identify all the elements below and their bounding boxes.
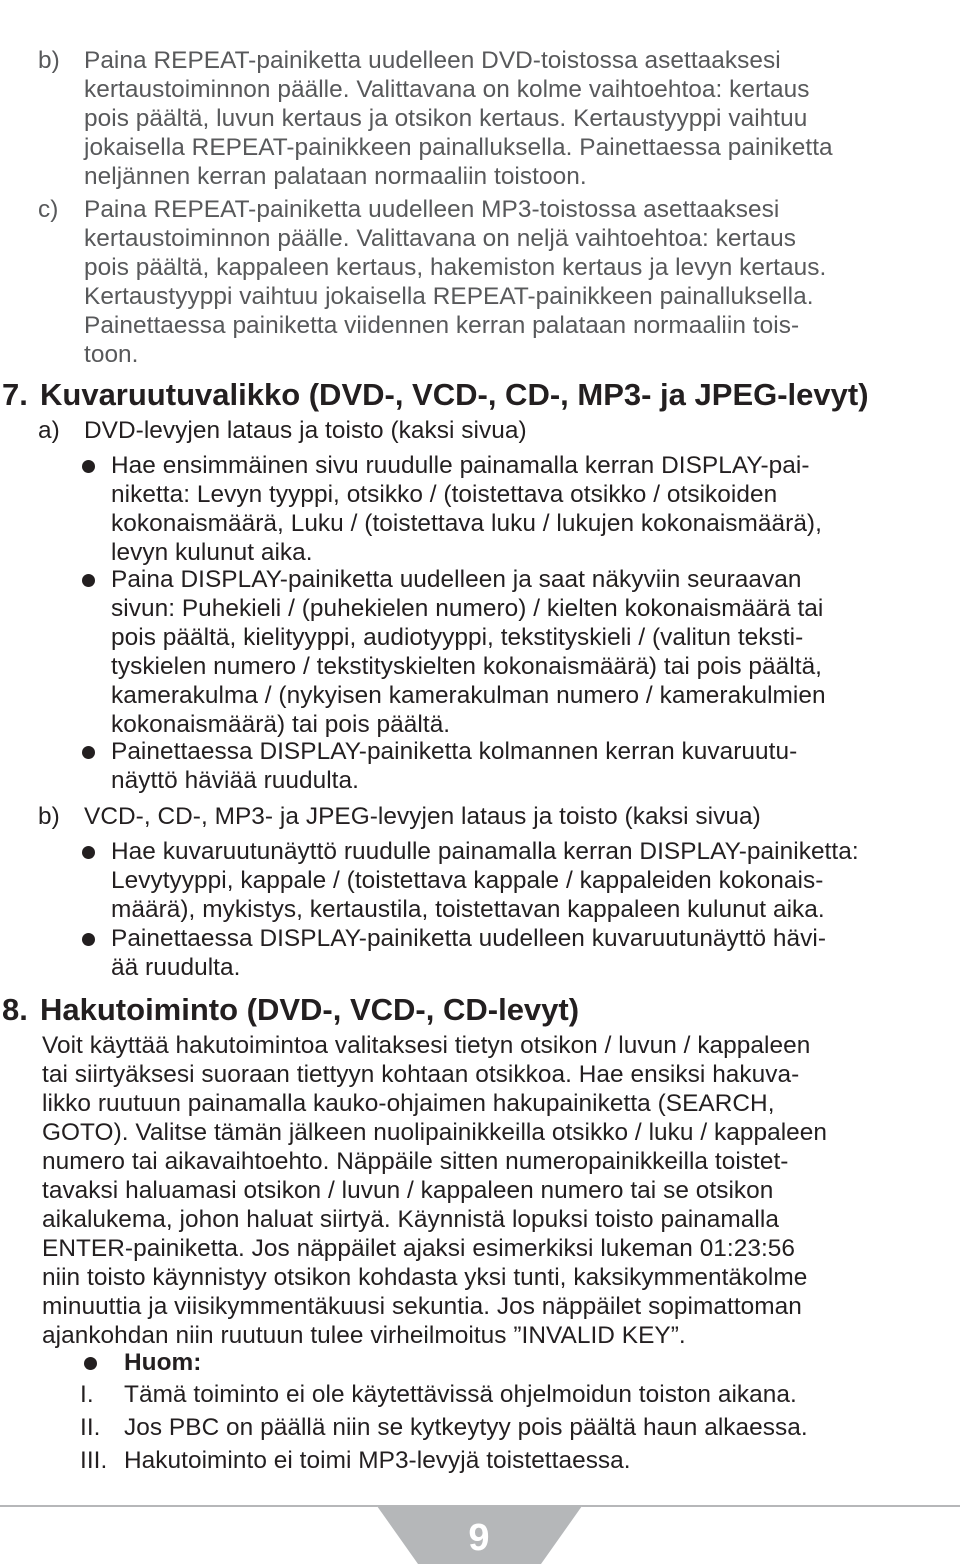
bullet-icon	[82, 846, 95, 859]
text-line: numero tai aikavaihtoehto. Näppäile sitten numeropainikkeilla toistet-	[42, 1148, 789, 1175]
section-8-number: 8.	[2, 992, 28, 1027]
text-line: niin toisto käynnistyy otsikon kohdasta yksi tunti, kaksikymmentäkolme	[42, 1264, 808, 1291]
text-line: Levytyyppi, kappale / (toistettava kappale / kappaleiden kokonais-	[111, 867, 824, 894]
section-7-heading: Kuvaruutuvalikko (DVD-, VCD-, CD-, MP3- ja JPEG-levyt)	[40, 377, 869, 412]
text-line: levyn kulunut aika.	[111, 539, 313, 566]
text-line: tyskielen numero / tekstityskielten kokonaismäärä) tai pois päältä,	[111, 653, 823, 680]
text-line: Paina REPEAT-painiketta uudelleen MP3-toistossa asettaaksesi	[84, 196, 780, 223]
text-line: likko ruutuun painamalla kauko-ohjaimen hakupainiketta (SEARCH,	[42, 1090, 775, 1117]
text-line: Painettaessa DISPLAY-painiketta kolmannen kerran kuvaruutu-	[111, 738, 798, 765]
text-line: jokaisella REPEAT-painikkeen painalluksella. Painettaessa painiketta	[84, 134, 833, 161]
text-line: toon.	[84, 341, 139, 368]
subsection-b-marker: b)	[38, 803, 60, 830]
section-8-body	[42, 1031, 956, 1351]
note-number: III.	[80, 1447, 108, 1474]
text-line: Voit käyttää hakutoimintoa valitaksesi tietyn otsikon / luvun / kappaleen	[42, 1032, 811, 1059]
section-c-marker: c)	[38, 196, 59, 223]
note-label: Huom:	[124, 1349, 202, 1376]
text-line: tai siirtyäksesi suoraan tiettyyn kohtaan otsikkoa. Hae ensiksi hakuva-	[42, 1061, 800, 1088]
bullet-icon	[82, 574, 95, 587]
text-line: määrä), mykistys, kertaustila, toistettavan kappaleen kulunut aika.	[111, 896, 825, 923]
text-line: ää ruudulta.	[111, 954, 241, 981]
text-line: pois päältä, kappaleen kertaus, hakemiston kertaus ja levyn kertaus.	[84, 254, 827, 281]
bullet-icon	[82, 460, 95, 473]
bullet-text	[111, 737, 956, 795]
text-line: ENTER-painiketta. Jos näppäilet ajaksi esimerkiksi lukeman 01:23:56	[42, 1235, 796, 1262]
text-line: niketta: Levyn tyyppi, otsikko / (toistettava otsikko / otsikoiden	[111, 481, 778, 508]
text-line: Paina REPEAT-painiketta uudelleen DVD-toistossa asettaaksesi	[84, 47, 781, 74]
note-text: Hakutoiminto ei toimi MP3-levyjä toistettaessa.	[124, 1447, 631, 1474]
text-line: kokonaismäärä) tai pois päältä.	[111, 711, 451, 738]
text-line: kokonaismäärä, Luku / (toistettava luku / lukujen kokonaismäärä),	[111, 510, 822, 537]
page-number: 9	[468, 1517, 490, 1559]
text-line: Kertaustyyppi vaihtuu jokaisella REPEAT-painikkeen painalluksella.	[84, 283, 814, 310]
bullet-text	[111, 837, 956, 925]
subsection-a-marker: a)	[38, 417, 60, 444]
note-text: Tämä toiminto ei ole käytettävissä ohjelmoidun toiston aikana.	[124, 1381, 797, 1408]
note-number: II.	[80, 1414, 101, 1441]
text-line: Paina DISPLAY-painiketta uudelleen ja saat näkyviin seuraavan	[111, 566, 802, 593]
text-line: Hae ensimmäinen sivu ruudulle painamalla kerran DISPLAY-pai-	[111, 452, 810, 479]
subsection-b-title: VCD-, CD-, MP3- ja JPEG-levyjen lataus ja toisto (kaksi sivua)	[84, 803, 761, 830]
text-line: Hae kuvaruutunäyttö ruudulle painamalla kerran DISPLAY-painiketta:	[111, 838, 859, 865]
text-line: aikalukema, johon haluat siirtyä. Käynnistä lopuksi toisto painamalla	[42, 1206, 779, 1233]
text-line: Painettaessa painiketta viidennen kerran palataan normaaliin tois-	[84, 312, 800, 339]
text-line: kamerakulma / (nykyisen kamerakulman numero / kamerakulmien	[111, 682, 826, 709]
text-line: pois päältä, luvun kertaus ja otsikon kertaus. Kertaustyyppi vaihtuu	[84, 105, 808, 132]
text-line: minuuttia ja viisikymmentäkuusi sekuntia. Jos näppäilet sopimattoman	[42, 1293, 802, 1320]
text-line: tavaksi haluamasi otsikon / luvun / kappaleen numero tai se otsikon	[42, 1177, 774, 1204]
bullet-icon	[82, 746, 95, 759]
text-line: näyttö häviää ruudulta.	[111, 767, 359, 794]
subsection-a-title: DVD-levyjen lataus ja toisto (kaksi sivua)	[84, 417, 527, 444]
text-line: kertaustoiminnon päälle. Valittavana on neljä vaihtoehtoa: kertaus	[84, 225, 796, 252]
bullet-text	[111, 451, 956, 567]
bullet-text	[111, 565, 956, 739]
text-line: neljännen kerran palataan normaaliin toistoon.	[84, 163, 587, 190]
bullet-text	[111, 924, 956, 982]
bullet-icon	[82, 933, 95, 946]
note-number: I.	[80, 1381, 94, 1408]
text-line: sivun: Puhekieli / (puhekielen numero) / kielten kokonaismäärä tai	[111, 595, 824, 622]
text-line: kertaustoiminnon päälle. Valittavana on kolme vaihtoehtoa: kertaus	[84, 76, 810, 103]
text-line: ajankohdan niin ruutuun tulee virheilmoitus ”INVALID KEY”.	[42, 1322, 686, 1349]
section-7-number: 7.	[2, 377, 28, 412]
text-line: pois päältä, kielityyppi, audiotyyppi, tekstityskieli / (valitun teksti-	[111, 624, 804, 651]
text-line: Painettaessa DISPLAY-painiketta uudelleen kuvaruutunäyttö hävi-	[111, 925, 827, 952]
section-b-marker: b)	[38, 47, 60, 74]
section-c-text	[84, 195, 954, 375]
section-b-text	[84, 46, 954, 196]
note-text: Jos PBC on päällä niin se kytkeytyy pois päältä haun alkaessa.	[124, 1414, 808, 1441]
text-line: GOTO). Valitse tämän jälkeen nuolipainikkeilla otsikko / luku / kappaleen	[42, 1119, 828, 1146]
page-footer	[0, 1500, 960, 1564]
bullet-icon	[84, 1357, 97, 1370]
section-8-heading: Hakutoiminto (DVD-, VCD-, CD-levyt)	[40, 992, 580, 1027]
